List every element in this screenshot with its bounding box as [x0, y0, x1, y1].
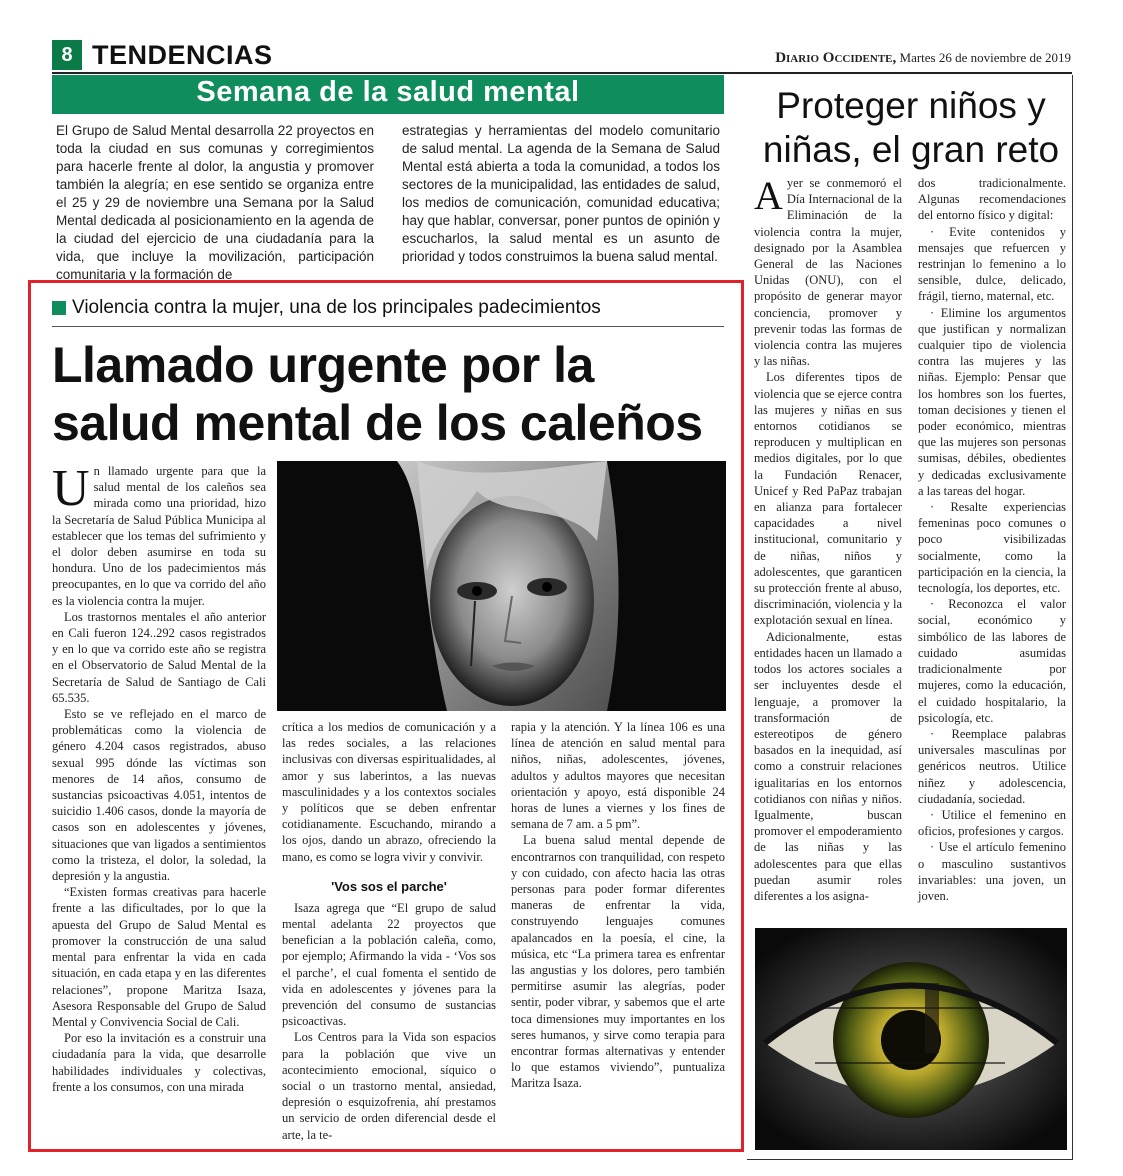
sidebar-paragraph: · Elimine los argumentos que justifican y normalizan cualquier tipo de violencia contra las mujeres y las niñas. Ejemplo: Pensar que los hombres son los fuertes, toman decisiones y tienen el poder económico, mientras que las mujeres son personas sumisas, débiles, obedientes y dedicadas exclusivamente a las tareas del hogar.	[918, 305, 1066, 498]
sidebar-column-2	[918, 175, 1066, 904]
sidebar-paragraph: · Evite contenidos y mensajes que refuercen y restrinjan lo femenino a lo sensible, dulce, delicado, frágil, tierno, maternal, etc.	[918, 224, 1066, 304]
banner-title: Semana de la salud mental	[52, 75, 724, 111]
eye-illustration	[755, 928, 1067, 1150]
article-paragraph: Por eso la invitación es a construir una ciudadanía para la vida, que desarrolle habilidades individuales y colectivas, frente a los consumos, con una mirada	[52, 1031, 266, 1094]
sidebar-paragraph: · Utilice el femenino en oficios, profesiones y cargos.	[918, 807, 1066, 839]
banner-col-1: El Grupo de Salud Mental desarrolla 22 proyectos en toda la ciudad en sus comunas y corregimientos para hacerle frente al dolor, la angustia y promover también la alegría; en ese sentido se organiza entre el 25 y 29 de noviembre una Semana por la Salud Mental dedicada al posicionamiento en la agenda de la ciudad del ejercicio de una ciudadanía para la vida, que incluye la movilización, participación comunitaria y la formación de	[56, 123, 374, 282]
dropcap: U	[52, 460, 90, 517]
header-rule	[52, 72, 1072, 74]
kicker-text: Violencia contra la mujer, una de los principales padecimientos	[72, 297, 601, 318]
article-kicker	[52, 297, 601, 319]
article-paragraph: crítica a los medios de comunicación y a las redes sociales, a las relaciones inclusivas con diversas espiritualidades, al amor y sus laberintos, a las nuevas masculinidades y a los contextos sociales y políticos que se deben enfrentar cotidianamente. Escuchando, mirando a los ojos, dando un abrazo, ofreciendo la mano, es como se logra vivir y convivir.	[282, 720, 496, 864]
article-paragraph: Los Centros para la Vida son espacios para la población que vive un acontecimiento emocional, síquico o social o un trastorno mental, ansiedad, depresión o esquizofrenia, ahí prestamos un servicio de orden diferencial desde el arte, la te-	[282, 1030, 496, 1142]
page-number: 8	[52, 40, 82, 70]
article-paragraph: Esto se ve reflejado en el marco de problemáticas como la violencia de género 4.204 casos registrados, abuso sexual 995 dónde las víctimas son menores de 14 años, consumo de sustancias psicoactivas 4.051, intentos de suicidio 1.406 casos, donde la mayoría de casos son en adolescentes y jóvenes, situaciones que van ligados a sentimientos como la tristeza, el dolor, la soledad, la depresión y la angustia.	[52, 707, 266, 884]
article-column-3	[511, 719, 725, 1092]
photo-illustration	[277, 461, 726, 711]
publication-name: Diario Occidente,	[775, 50, 897, 66]
sidebar-paragraph: Los diferentes tipos de violencia que se ejerce contra las mujeres y niñas en sus entornos cotidianos se reproducen y multiplican en medios digitales, por lo que la Fundación Renacer, Unicef y Red PaPaz trabajan en alianza para fortalecer capacidades a nivel institucional, comunitario y de niñas, niños y adolescentes, que garanticen su protección frente al abuso, discriminación, violencia y la explotación sexual en línea.	[754, 370, 902, 628]
sidebar-title: Proteger niños y niñas, el gran reto	[762, 85, 1060, 170]
woman-crying-photo	[277, 461, 726, 711]
article-paragraph: Isaza agrega que “El grupo de salud mental adelanta 22 proyectos que benefician a la población caleña, como, por ejemplo; Afirmando la vida - ‘Vos sos el parche’, el cual fomenta el sentido de vida en adolescentes y jóvenes para la prevención del consumo de sustancias psicoactivas.	[282, 900, 496, 1029]
article-column-2	[282, 719, 496, 1143]
section-title: TENDENCIAS	[92, 40, 273, 70]
article-paragraph: n llamado urgente para que la salud mental de los caleños sea mirada como una prioridad, hizo la Secretaría de Salud Pública Municipa al establecer que los temas del sufrimiento y el dolor deben asumirse en toda su hondura. Uno de los padecimientos más preocupantes, en lo que va corrido del año es la violencia contra la mujer.	[52, 464, 266, 608]
article-headline: Llamado urgente por la salud mental de los caleños	[52, 337, 703, 451]
banner-rule	[52, 111, 724, 114]
article-column-1	[52, 460, 266, 1095]
article-paragraph: rapia y la atención. Y la línea 106 es una línea de atención en salud mental para niños, niñas, adolescentes, jóvenes, adultos y adultos mayores que necesitan orientación y apoyo, está disponible 24 horas de lunes a viernes y los fines de semana de 7 am. a 5 pm”.	[511, 720, 725, 832]
sidebar-paragraph: · Resalte experiencias femeninas poco comunes o poco visibilizadas socialmente, como la participación en la ciencia, la tecnología, los deportes, etc.	[918, 500, 1066, 596]
sidebar-paragraph: Adicionalmente, estas entidades hacen un llamado a todos los actores sociales a ser incluyentes desde el lenguaje, a promover la transformación de estereotipos de género basados en la inequidad, así como a construir relaciones igualitarias en los entornos cotidianos con niñas y niños. Igualmente, buscan promover el empoderamiento de las niñas y las adolescentes para que ellas puedan asumir roles diferentes a los asigna-	[754, 629, 902, 903]
kicker-rule	[52, 326, 724, 327]
sidebar-paragraph: dos tradicionalmente. Algunas recomendaciones del entorno físico y digital:	[918, 176, 1066, 223]
sidebar-column-1	[754, 175, 902, 904]
banner-col-2: estrategias y herramientas del modelo comunitario de salud mental. La agenda de la Semana de Salud Mental está abierta a toda la comunidad, a todos los sectores de la municipalidad, las entidades de salud, los medios de comunicación, comunidad educativa; hay que hablar, conversar, poner puntos de opinión y escucharlos, la salud mental es un asunto de prioridad y todos construimos la buena salud mental.	[402, 123, 720, 264]
article-paragraph: Los trastornos mentales el año anterior en Cali fueron 124..292 casos registrados y en lo que va corrido este año se registra en el Observatorio de Salud Mental de la Secretaría de Salud de Santiago de Cali 65.535.	[52, 609, 266, 705]
kicker-square-icon	[52, 301, 66, 315]
publication-date: Martes 26 de noviembre de 2019	[899, 50, 1071, 65]
sidebar-paragraph: · Use el artículo femenino o masculino sustantivos invariables: una joven, un joven.	[918, 840, 1066, 903]
article-paragraph: “Existen formas creativas para hacerle frente a las dificultades, por lo que la apuesta del Grupo de Salud Mental es promover la construcción de una salud mental para enfrentar la vida en cada situación, en cada etapa y en las diferentes relaciones”, propone Maritza Isaza, Asesora Responsable del Grupo de Salud Mental y Convivencia Social de Cali.	[52, 885, 266, 1029]
article-paragraph: La buena salud mental depende de encontrarnos con tranquilidad, con respeto y con cuidado, con afecto hacia las otras personas para poder formar diferentes maneras de enfrentar la vida, construyendo lenguajes comunes apalancados en la poesía, el cine, la música, etc “La primera tarea es enfrentar las angustias y los dolores, pero también permitirse asumir las alegrías, poder sentir, poder vibrar, y sabemos que el arte toca dimensiones muy importantes en los seres humanos, y sirve como terapia para encontrar formas alternativas y entender lo que estamos viviendo”, puntualiza Maritza Isaza.	[511, 833, 725, 1091]
sidebar-paragraph: · Reconozca el valor social, económico y simbólico de las labores de cuidado asumidas tradicionalmente por mujeres, como la educación, el cuidado hospitalario, la psicología, etc.	[918, 597, 1066, 725]
article-subhead: 'Vos sos el parche'	[331, 878, 447, 894]
eye-photo	[755, 928, 1067, 1150]
dropcap: A	[754, 173, 783, 218]
sidebar-paragraph: · Reemplace palabras universales masculinas por genéricos neutros. Utilice niñez y adolescencia, ciudadanía, sociedad.	[918, 726, 1066, 806]
sidebar-paragraph: yer se conmemoró el Día Internacional de la Eliminación de la violencia contra la mujer, designado por la Asamblea General de las Naciones Unidas (ONU), con el propósito de generar mayor conciencia, promover y prevenir todas las formas de violencia contra las mujeres y las niñas.	[754, 176, 902, 369]
masthead	[775, 50, 1071, 67]
